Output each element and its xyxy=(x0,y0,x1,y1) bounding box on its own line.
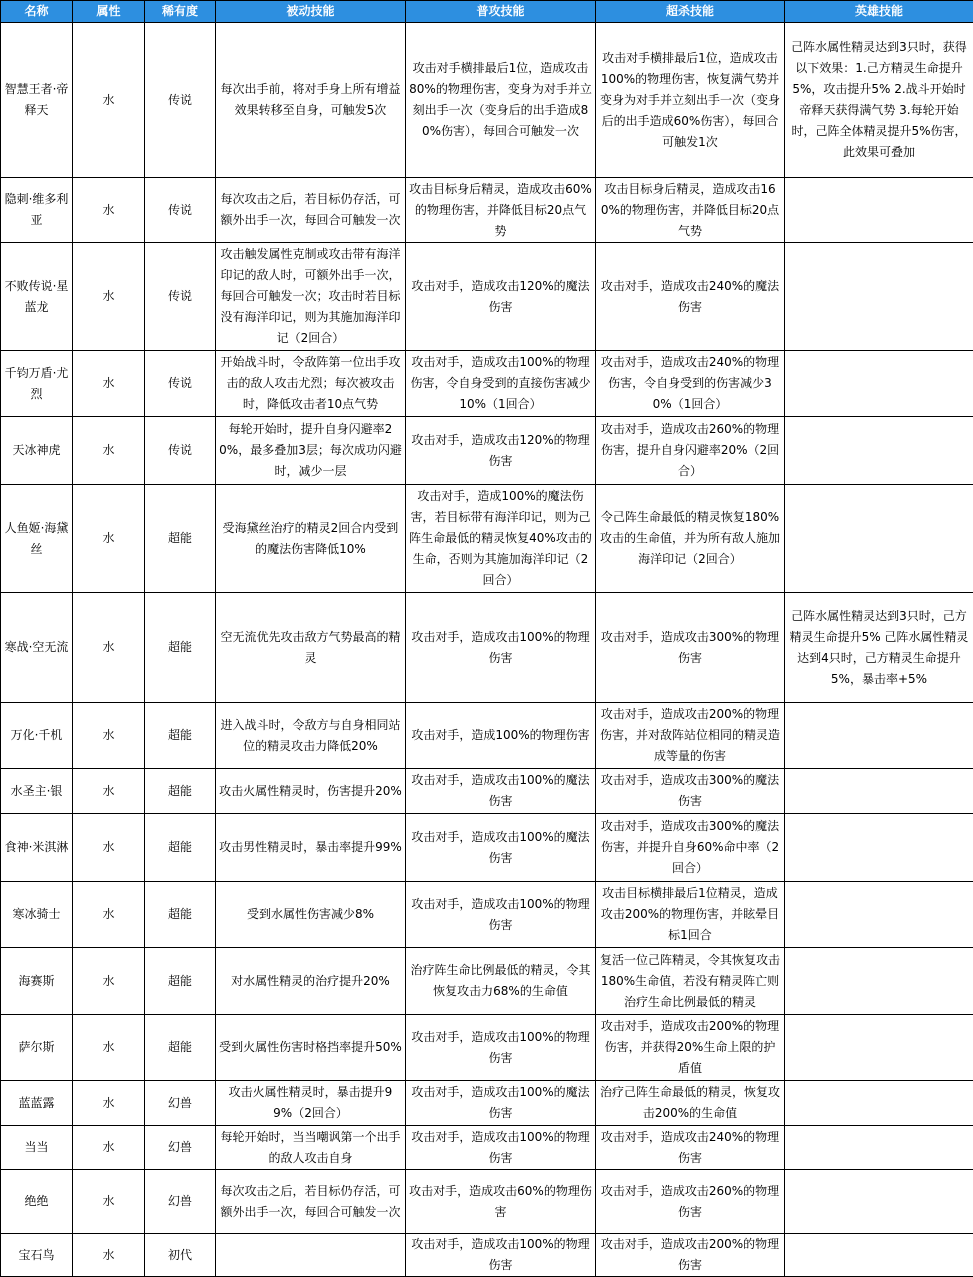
cell-name: 宝石鸟 xyxy=(1,1234,73,1277)
cell-rarity: 传说 xyxy=(145,243,216,351)
table-row xyxy=(1,1170,973,1234)
cell-name: 海赛斯 xyxy=(1,948,73,1015)
cell-normal: 攻击对手，造成攻击100%的物理伤害，令自身受到的直接伤害减少10%（1回合） xyxy=(406,351,596,417)
cell-rarity: 幻兽 xyxy=(145,1170,216,1234)
cell-ultimate: 攻击对手，造成攻击240%的物理伤害 xyxy=(596,1126,785,1170)
cell-ultimate: 攻击目标横排最后1位精灵，造成攻击200%的物理伤害，并眩晕目标1回合 xyxy=(596,882,785,948)
cell-name: 人鱼姬·海黛丝 xyxy=(1,485,73,593)
cell-hero xyxy=(785,243,973,351)
cell-normal: 攻击对手，造成攻击60%的物理伤害 xyxy=(406,1170,596,1234)
col-header-ultimate: 超杀技能 xyxy=(596,1,785,23)
table-row xyxy=(1,1126,973,1170)
col-header-attribute: 属性 xyxy=(73,1,145,23)
cell-hero xyxy=(785,814,973,882)
cell-name: 寒冰骑士 xyxy=(1,882,73,948)
cell-ultimate: 攻击对手，造成攻击200%的物理伤害，并获得20%生命上限的护盾值 xyxy=(596,1015,785,1081)
col-header-hero: 英雄技能 xyxy=(785,1,973,23)
cell-passive: 对水属性精灵的治疗提升20% xyxy=(216,948,406,1015)
cell-name: 绝绝 xyxy=(1,1170,73,1234)
cell-hero xyxy=(785,351,973,417)
cell-hero xyxy=(785,178,973,243)
cell-passive: 受到火属性伤害时格挡率提升50% xyxy=(216,1015,406,1081)
cell-rarity: 超能 xyxy=(145,1015,216,1081)
cell-normal: 攻击对手，造成攻击100%的物理伤害 xyxy=(406,1015,596,1081)
cell-hero xyxy=(785,882,973,948)
cell-rarity: 超能 xyxy=(145,769,216,814)
cell-attribute: 水 xyxy=(73,351,145,417)
cell-attribute: 水 xyxy=(73,593,145,703)
cell-hero xyxy=(785,703,973,769)
table-row xyxy=(1,769,973,814)
cell-normal: 攻击对手，造成攻击100%的物理伤害 xyxy=(406,882,596,948)
cell-hero xyxy=(785,1170,973,1234)
cell-normal: 治疗阵生命比例最低的精灵，令其恢复攻击力68%的生命值 xyxy=(406,948,596,1015)
cell-passive: 攻击火属性精灵时，伤害提升20% xyxy=(216,769,406,814)
cell-attribute: 水 xyxy=(73,243,145,351)
cell-hero xyxy=(785,1081,973,1126)
cell-attribute: 水 xyxy=(73,703,145,769)
cell-hero: 己阵水属性精灵达到3只时，己方精灵生命提升5% 己阵水属性精灵达到4只时，己方精灵生命提升5%，暴击率+5% xyxy=(785,593,973,703)
cell-rarity: 初代 xyxy=(145,1234,216,1277)
cell-ultimate: 攻击对手，造成攻击200%的物理伤害 xyxy=(596,1234,785,1277)
table-row xyxy=(1,243,973,351)
cell-passive: 受海黛丝治疗的精灵2回合内受到的魔法伤害降低10% xyxy=(216,485,406,593)
cell-passive xyxy=(216,1234,406,1277)
cell-normal: 攻击对手，造成攻击100%的物理伤害 xyxy=(406,593,596,703)
cell-hero xyxy=(785,1015,973,1081)
col-header-name: 名称 xyxy=(1,1,73,23)
cell-name: 寒战·空无流 xyxy=(1,593,73,703)
col-header-normal: 普攻技能 xyxy=(406,1,596,23)
cell-name: 千钧万盾·尤烈 xyxy=(1,351,73,417)
cell-ultimate: 复活一位己阵精灵，令其恢复攻击180%生命值，若没有精灵阵亡则治疗生命比例最低的精灵 xyxy=(596,948,785,1015)
cell-attribute: 水 xyxy=(73,769,145,814)
table-row xyxy=(1,1234,973,1277)
cell-name: 蓝蓝露 xyxy=(1,1081,73,1126)
cell-attribute: 水 xyxy=(73,23,145,178)
cell-name: 隐刺·维多利亚 xyxy=(1,178,73,243)
cell-ultimate: 攻击对手，造成攻击200%的物理伤害，并对敌阵站位相同的精灵造成等量的伤害 xyxy=(596,703,785,769)
cell-hero xyxy=(785,485,973,593)
cell-hero xyxy=(785,948,973,1015)
cell-ultimate: 攻击对手横排最后1位，造成攻击100%的物理伤害，恢复满气势并变身为对手并立刻出手一次（变身后的出手造成60%伤害），每回合可触发1次 xyxy=(596,23,785,178)
cell-rarity: 超能 xyxy=(145,703,216,769)
cell-hero xyxy=(785,1234,973,1277)
cell-name: 水圣主·银 xyxy=(1,769,73,814)
col-header-passive: 被动技能 xyxy=(216,1,406,23)
cell-ultimate: 攻击对手，造成攻击260%的物理伤害，提升自身闪避率20%（2回合） xyxy=(596,417,785,485)
cell-ultimate: 令己阵生命最低的精灵恢复180%攻击的生命值，并为所有敌人施加海洋印记（2回合） xyxy=(596,485,785,593)
cell-ultimate: 攻击对手，造成攻击300%的魔法伤害，并提升自身60%命中率（2回合） xyxy=(596,814,785,882)
cell-normal: 攻击对手，造成攻击100%的魔法伤害 xyxy=(406,814,596,882)
cell-attribute: 水 xyxy=(73,417,145,485)
cell-attribute: 水 xyxy=(73,948,145,1015)
cell-name: 天冰神虎 xyxy=(1,417,73,485)
cell-passive: 每轮开始时，提升自身闪避率20%，最多叠加3层；每次成功闪避时，减少一层 xyxy=(216,417,406,485)
cell-hero xyxy=(785,417,973,485)
table-row xyxy=(1,814,973,882)
cell-ultimate: 攻击目标身后精灵，造成攻击160%的物理伤害，并降低目标20点气势 xyxy=(596,178,785,243)
cell-ultimate: 攻击对手，造成攻击260%的物理伤害 xyxy=(596,1170,785,1234)
cell-normal: 攻击对手横排最后1位，造成攻击80%的物理伤害，变身为对手并立刻出手一次（变身后的出手造成80%伤害），每回合可触发一次 xyxy=(406,23,596,178)
cell-normal: 攻击对手，造成攻击100%的魔法伤害 xyxy=(406,769,596,814)
table-row xyxy=(1,948,973,1015)
cell-name: 智慧王者·帝释天 xyxy=(1,23,73,178)
cell-rarity: 超能 xyxy=(145,485,216,593)
cell-name: 万化·千机 xyxy=(1,703,73,769)
table-row xyxy=(1,485,973,593)
cell-ultimate: 攻击对手，造成攻击300%的魔法伤害 xyxy=(596,769,785,814)
table-row xyxy=(1,178,973,243)
cell-hero xyxy=(785,769,973,814)
table-row xyxy=(1,417,973,485)
cell-normal: 攻击对手，造成攻击120%的魔法伤害 xyxy=(406,243,596,351)
cell-name: 当当 xyxy=(1,1126,73,1170)
cell-attribute: 水 xyxy=(73,1234,145,1277)
cell-attribute: 水 xyxy=(73,1015,145,1081)
table-row xyxy=(1,23,973,178)
cell-ultimate: 攻击对手，造成攻击300%的物理伤害 xyxy=(596,593,785,703)
cell-name: 萨尔斯 xyxy=(1,1015,73,1081)
cell-passive: 攻击火属性精灵时，暴击提升99%（2回合） xyxy=(216,1081,406,1126)
cell-rarity: 超能 xyxy=(145,948,216,1015)
cell-normal: 攻击对手，造成100%的魔法伤害，若目标带有海洋印记，则为己阵生命最低的精灵恢复40%攻击的生命，否则为其施加海洋印记（2回合） xyxy=(406,485,596,593)
cell-passive: 每次攻击之后，若目标仍存活，可额外出手一次，每回合可触发一次 xyxy=(216,1170,406,1234)
cell-passive: 每次出手前，将对手身上所有增益效果转移至自身，可触发5次 xyxy=(216,23,406,178)
cell-passive: 受到水属性伤害减少8% xyxy=(216,882,406,948)
cell-passive: 每轮开始时，当当嘲讽第一个出手的敌人攻击自身 xyxy=(216,1126,406,1170)
table-header-row xyxy=(1,1,973,23)
cell-passive: 攻击男性精灵时，暴击率提升99% xyxy=(216,814,406,882)
cell-ultimate: 治疗己阵生命最低的精灵，恢复攻击200%的生命值 xyxy=(596,1081,785,1126)
cell-normal: 攻击对手，造成攻击120%的物理伤害 xyxy=(406,417,596,485)
cell-passive: 空无流优先攻击敌方气势最高的精灵 xyxy=(216,593,406,703)
table-row xyxy=(1,351,973,417)
cell-attribute: 水 xyxy=(73,485,145,593)
cell-normal: 攻击目标身后精灵，造成攻击60%的物理伤害，并降低目标20点气势 xyxy=(406,178,596,243)
cell-rarity: 超能 xyxy=(145,593,216,703)
cell-attribute: 水 xyxy=(73,178,145,243)
col-header-rarity: 稀有度 xyxy=(145,1,216,23)
cell-attribute: 水 xyxy=(73,814,145,882)
cell-hero: 己阵水属性精灵达到3只时，获得以下效果：1.己方精灵生命提升5%，攻击提升5% 2.战斗开始时帝释天获得满气势 3.每轮开始时，己阵全体精灵提升5%伤害，此效果可叠加 xyxy=(785,23,973,178)
cell-hero xyxy=(785,1126,973,1170)
cell-rarity: 传说 xyxy=(145,23,216,178)
cell-rarity: 传说 xyxy=(145,417,216,485)
cell-attribute: 水 xyxy=(73,1081,145,1126)
table-row xyxy=(1,703,973,769)
cell-normal: 攻击对手，造成攻击100%的物理伤害 xyxy=(406,1234,596,1277)
cell-rarity: 幻兽 xyxy=(145,1126,216,1170)
cell-attribute: 水 xyxy=(73,1170,145,1234)
cell-rarity: 传说 xyxy=(145,351,216,417)
table-row xyxy=(1,882,973,948)
cell-passive: 每次攻击之后，若目标仍存活，可额外出手一次，每回合可触发一次 xyxy=(216,178,406,243)
cell-attribute: 水 xyxy=(73,1126,145,1170)
cell-rarity: 幻兽 xyxy=(145,1081,216,1126)
cell-normal: 攻击对手，造成攻击100%的物理伤害 xyxy=(406,1126,596,1170)
cell-passive: 攻击触发属性克制或攻击带有海洋印记的敌人时，可额外出手一次，每回合可触发一次；攻击时若目标没有海洋印记，则为其施加海洋印记（2回合） xyxy=(216,243,406,351)
table-row xyxy=(1,1081,973,1126)
cell-name: 不败传说·星蓝龙 xyxy=(1,243,73,351)
cell-rarity: 传说 xyxy=(145,178,216,243)
cell-ultimate: 攻击对手，造成攻击240%的魔法伤害 xyxy=(596,243,785,351)
cell-normal: 攻击对手，造成攻击100%的魔法伤害 xyxy=(406,1081,596,1126)
cell-rarity: 超能 xyxy=(145,814,216,882)
cell-rarity: 超能 xyxy=(145,882,216,948)
table-row xyxy=(1,593,973,703)
cell-passive: 开始战斗时，令敌阵第一位出手攻击的敌人攻击尤烈；每次被攻击时，降低攻击者10点气势 xyxy=(216,351,406,417)
cell-normal: 攻击对手，造成100%的物理伤害 xyxy=(406,703,596,769)
cell-attribute: 水 xyxy=(73,882,145,948)
cell-ultimate: 攻击对手，造成攻击240%的物理伤害，令自身受到的伤害减少30%（1回合） xyxy=(596,351,785,417)
table-row xyxy=(1,1015,973,1081)
cell-name: 食神·米淇淋 xyxy=(1,814,73,882)
cell-passive: 进入战斗时，令敌方与自身相同站位的精灵攻击力降低20% xyxy=(216,703,406,769)
